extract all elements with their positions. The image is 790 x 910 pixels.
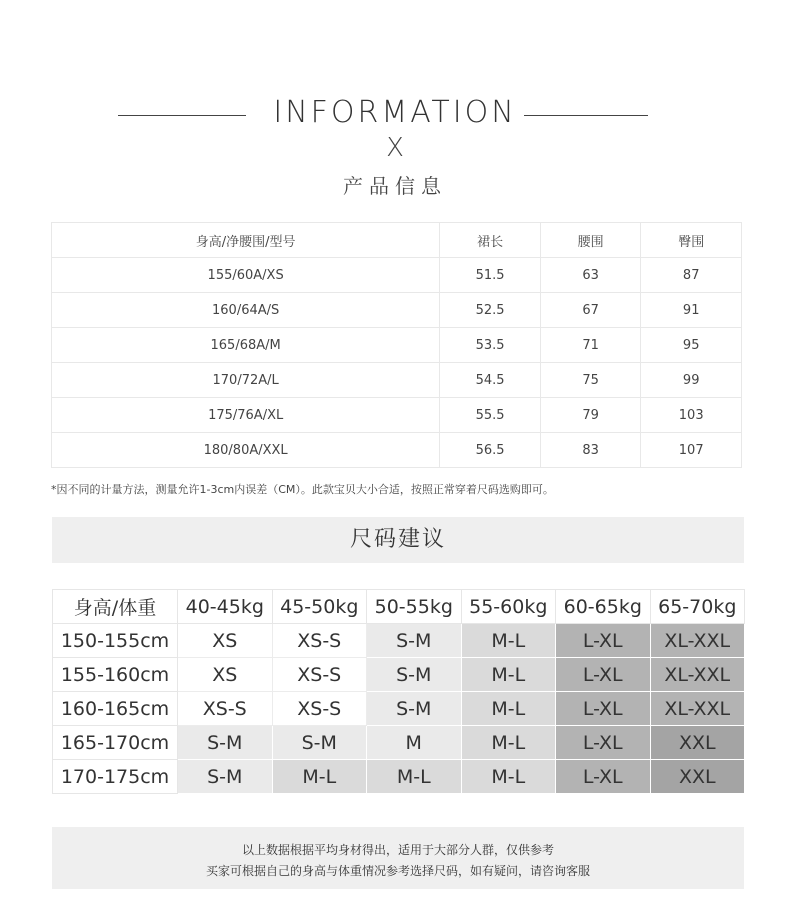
grid-row-label: 150-155cm [53,624,178,658]
spec-cell: 79 [540,398,641,433]
spec-cell: 71 [540,328,641,363]
grid-cell: M-L [461,692,556,726]
grid-cell: L-XL [556,658,651,692]
spec-cell: 107 [641,433,742,468]
spec-cell: 165/68A/M [52,328,440,363]
grid-cell: XS-S [272,658,367,692]
grid-cell: S-M [367,624,462,658]
grid-cell: XS [178,658,273,692]
grid-cell: XS-S [272,692,367,726]
spec-cell: 160/64A/S [52,293,440,328]
spec-cell: 175/76A/XL [52,398,440,433]
spec-row [52,258,742,293]
grid-header-row [53,590,745,624]
spec-cell: 53.5 [440,328,541,363]
grid-header-cell: 65-70kg [650,590,745,624]
header-title: INFORMATION [273,95,517,130]
grid-header-cell: 身高/体重 [53,590,178,624]
measurement-note: *因不同的计量方法，测量允许1-3cm内误差（CM）。此款宝贝大小合适，按照正常穿着尺码选购即可。 [51,483,554,496]
grid-header-cell: 45-50kg [272,590,367,624]
spec-cell: 56.5 [440,433,541,468]
spec-row [52,293,742,328]
spec-header-cell: 裙长 [440,223,541,258]
spec-cell: 51.5 [440,258,541,293]
grid-cell: M [367,726,462,760]
grid-row-label: 165-170cm [53,726,178,760]
spec-cell: 67 [540,293,641,328]
grid-header-cell: 50-55kg [367,590,462,624]
grid-cell: L-XL [556,726,651,760]
grid-header-cell: 55-60kg [461,590,556,624]
grid-cell: XL-XXL [650,624,745,658]
spec-row [52,363,742,398]
grid-row [53,692,745,726]
spec-cell: 91 [641,293,742,328]
size-suggestion-title: 尺码建议 [52,517,744,563]
spec-cell: 99 [641,363,742,398]
grid-cell: XS-S [272,624,367,658]
info-header [0,85,790,205]
header-separator: X [386,133,404,163]
grid-cell: M-L [461,760,556,794]
footer-line-1: 以上数据根据平均身材得出，适用于大部分人群，仅供参考 [241,843,554,857]
grid-row [53,624,745,658]
spec-cell: 180/80A/XXL [52,433,440,468]
grid-cell: M-L [272,760,367,794]
spec-cell: 155/60A/XS [52,258,440,293]
grid-cell: XS-S [178,692,273,726]
grid-cell: M-L [461,624,556,658]
grid-cell: XS [178,624,273,658]
grid-cell: S-M [178,726,273,760]
spec-cell: 54.5 [440,363,541,398]
grid-row-label: 160-165cm [53,692,178,726]
grid-cell: M-L [367,760,462,794]
grid-row [53,658,745,692]
grid-cell: XXL [650,726,745,760]
grid-cell: XL-XXL [650,692,745,726]
spec-row [52,398,742,433]
spec-header-row [52,223,742,258]
grid-cell: XL-XXL [650,658,745,692]
header-subtitle: 产品信息 [343,174,447,198]
footer-line-2: 买家可根据自己的身高与体重情况参考选择尺码，如有疑问，请咨询客服 [205,864,590,878]
grid-cell: L-XL [556,624,651,658]
spec-cell: 83 [540,433,641,468]
grid-cell: S-M [272,726,367,760]
spec-cell: 95 [641,328,742,363]
grid-cell: S-M [367,658,462,692]
grid-cell: L-XL [556,760,651,794]
grid-cell: S-M [367,692,462,726]
spec-row [52,433,742,468]
grid-cell: M-L [461,726,556,760]
spec-header-cell: 腰围 [540,223,641,258]
grid-cell: M-L [461,658,556,692]
spec-cell: 52.5 [440,293,541,328]
footer-note [52,827,744,889]
spec-cell: 75 [540,363,641,398]
grid-cell: L-XL [556,692,651,726]
grid-row [53,760,745,794]
grid-row-label: 155-160cm [53,658,178,692]
spec-cell: 103 [641,398,742,433]
spec-table [51,222,742,468]
spec-cell: 170/72A/L [52,363,440,398]
grid-cell: XXL [650,760,745,794]
spec-row [52,328,742,363]
grid-row [53,726,745,760]
grid-header-cell: 60-65kg [556,590,651,624]
spec-header-cell: 臀围 [641,223,742,258]
size-grid [52,589,745,794]
spec-cell: 63 [540,258,641,293]
grid-header-cell: 40-45kg [178,590,273,624]
spec-cell: 87 [641,258,742,293]
spec-cell: 55.5 [440,398,541,433]
spec-header-cell: 身高/净腰围/型号 [52,223,440,258]
grid-cell: S-M [178,760,273,794]
grid-row-label: 170-175cm [53,760,178,794]
